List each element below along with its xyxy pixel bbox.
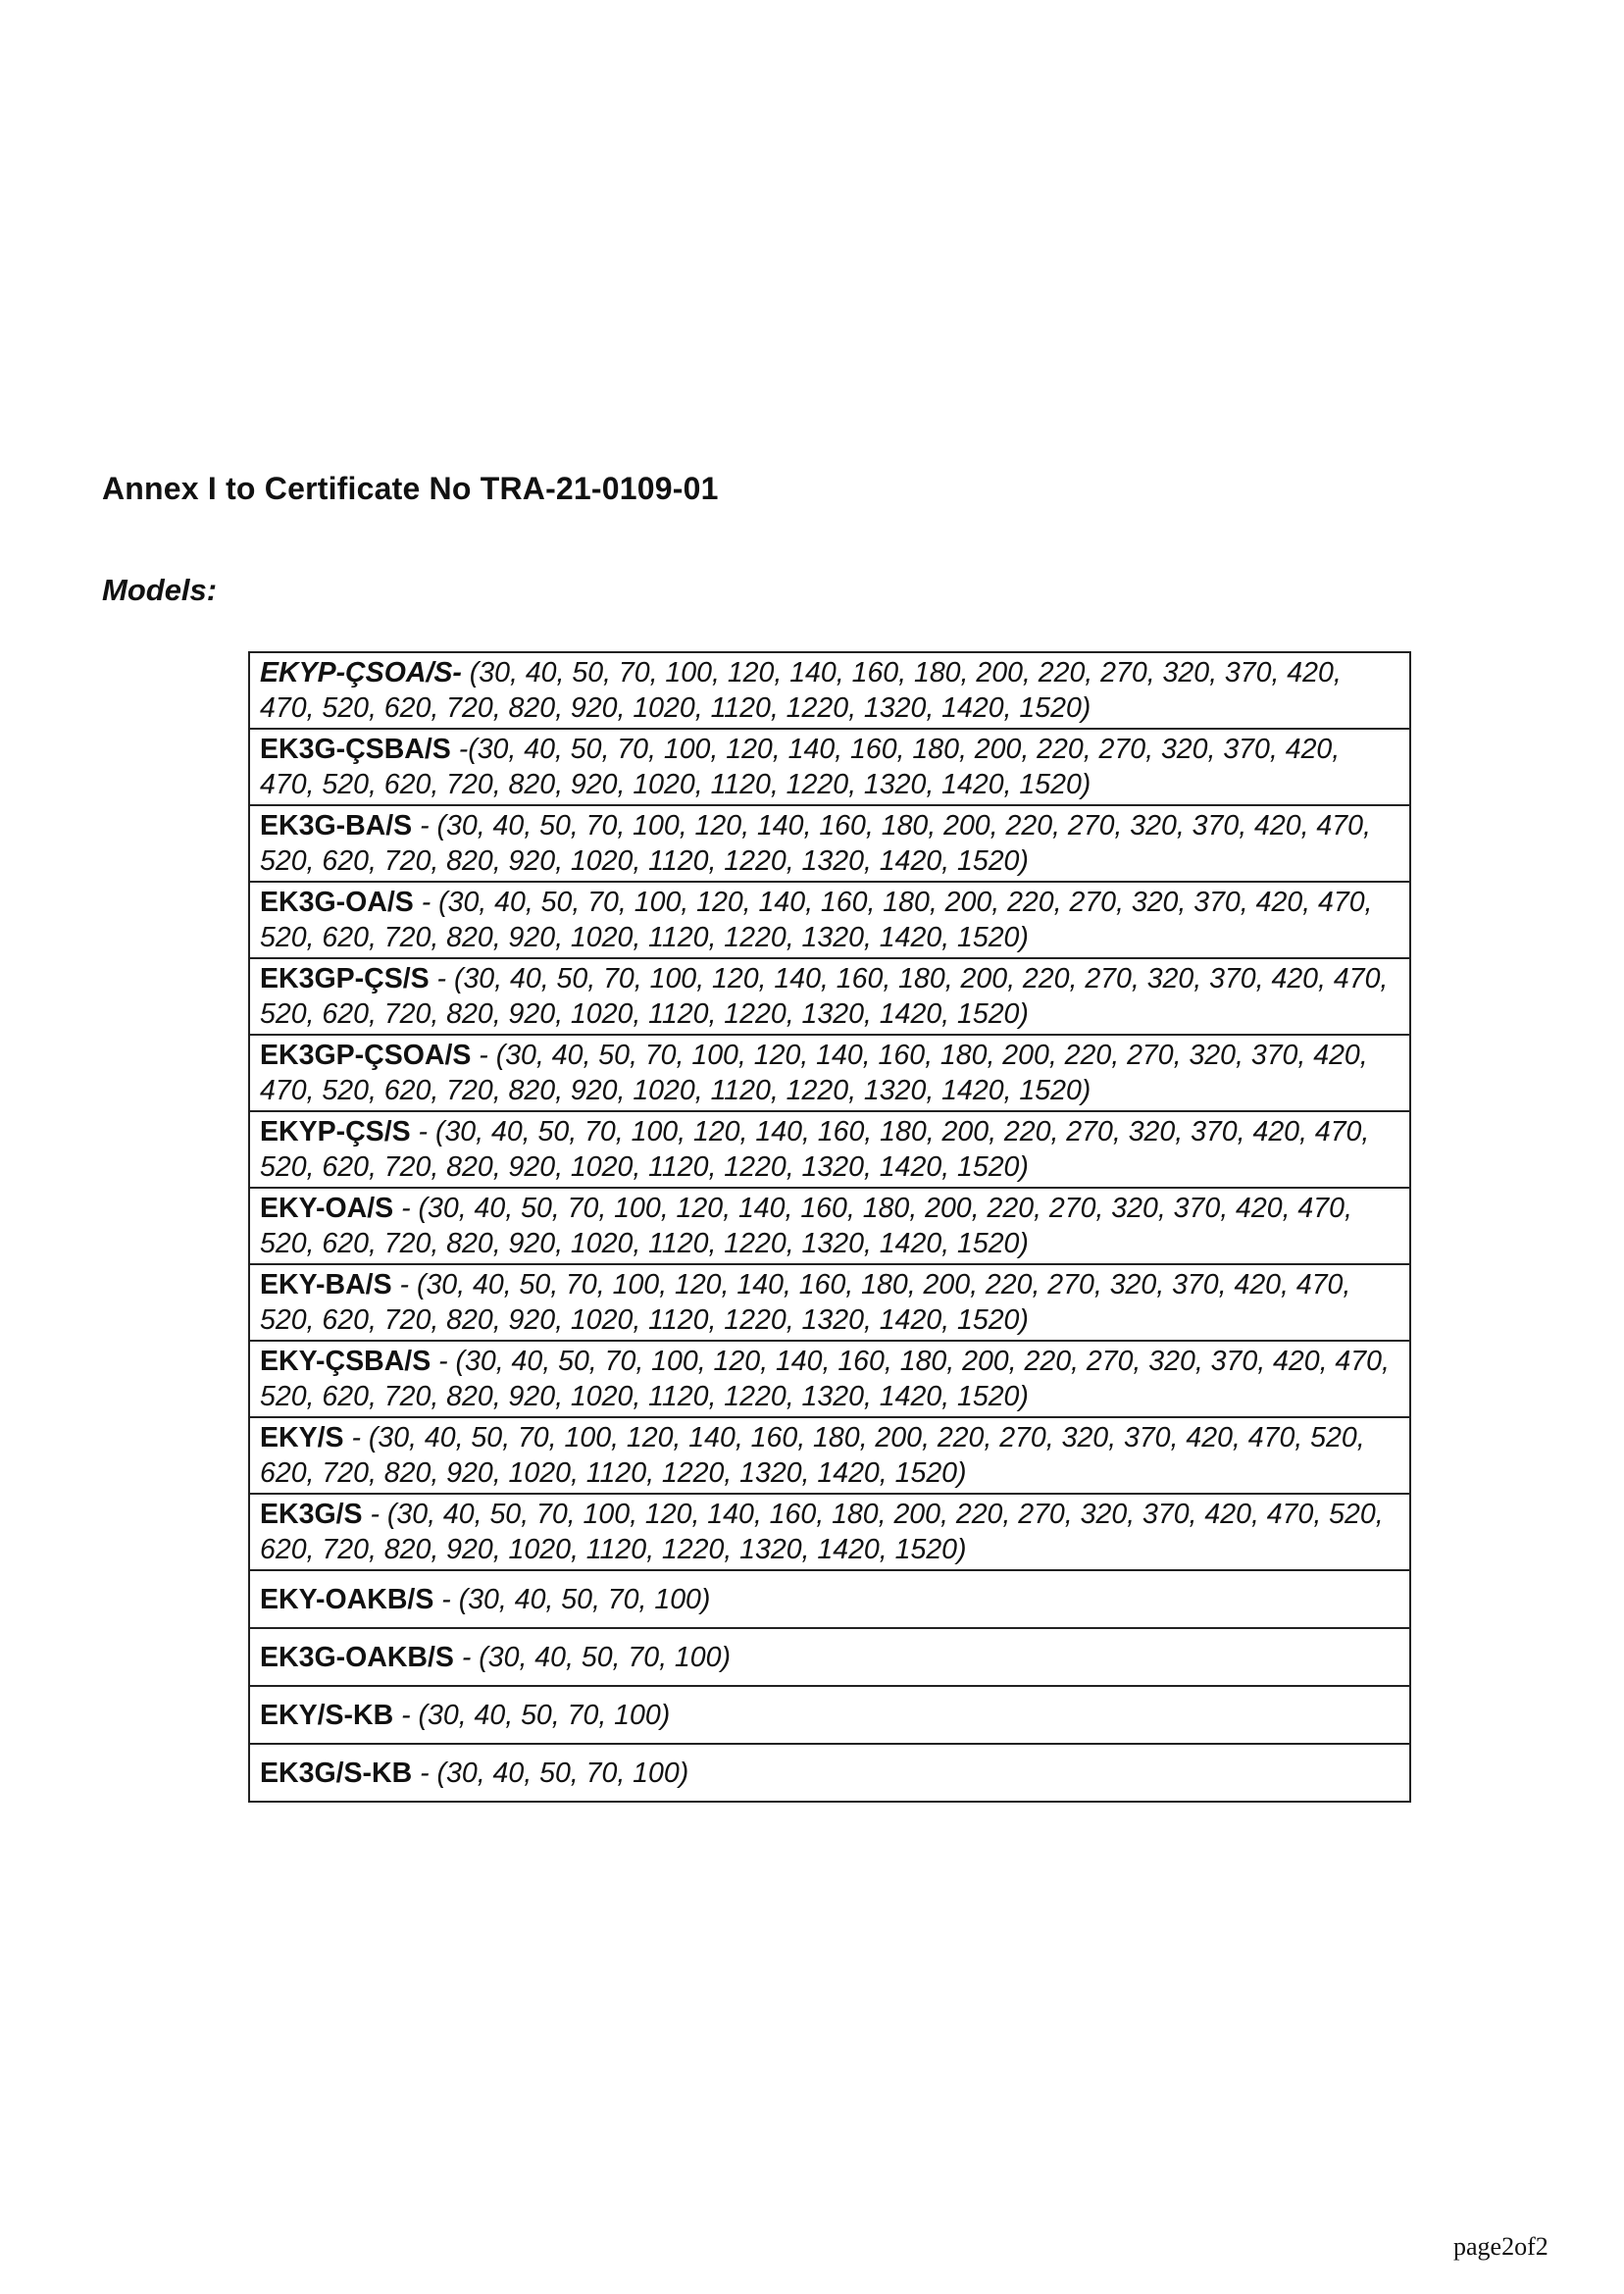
model-cell	[249, 652, 1410, 729]
model-cell	[249, 1744, 1410, 1802]
table-row	[249, 1417, 1410, 1494]
table-row	[249, 1035, 1410, 1111]
model-sizes: - (30, 40, 50, 70, 100)	[433, 1583, 711, 1615]
table-row	[249, 958, 1410, 1035]
model-name: EK3G/S-KB	[260, 1757, 413, 1789]
model-cell	[249, 805, 1410, 882]
model-name: EK3G-OAKB/S	[260, 1641, 454, 1673]
table-row	[249, 1628, 1410, 1686]
model-cell	[249, 1341, 1410, 1417]
model-name: EKY-OAKB/S	[260, 1583, 434, 1615]
model-cell	[249, 1264, 1410, 1341]
models-table	[248, 651, 1411, 1803]
model-cell	[249, 1111, 1410, 1188]
table-row	[249, 729, 1410, 805]
model-name: EK3G-BA/S	[260, 810, 413, 841]
model-sizes: - (30, 40, 50, 70, 100)	[393, 1699, 671, 1731]
model-name: EKY-ÇSBA/S	[260, 1346, 431, 1377]
model-name: EK3GP-ÇSOA/S	[260, 1040, 472, 1071]
model-sizes: - (30, 40, 50, 70, 100, 120, 140, 160, 180, 200, 220, 270, 320, 370, 420, 470, 520, 620, 720, 820, 920, 1020, 1120, 1220, 1320, 1420, 1520)	[260, 887, 1373, 953]
table-row	[249, 1188, 1410, 1264]
table-row	[249, 1111, 1410, 1188]
model-cell	[249, 729, 1410, 805]
table-row	[249, 1264, 1410, 1341]
model-sizes: - (30, 40, 50, 70, 100, 120, 140, 160, 180, 200, 220, 270, 320, 370, 420, 470, 520, 620, 720, 820, 920, 1020, 1120, 1220, 1320, 1420, 1520)	[260, 810, 1371, 877]
annex-heading: Annex I to Certificate No TRA-21-0109-01	[102, 471, 719, 506]
model-name: EKY-BA/S	[260, 1269, 392, 1300]
model-sizes: - (30, 40, 50, 70, 100, 120, 140, 160, 180, 200, 220, 270, 320, 370, 420, 470, 520, 620, 720, 820, 920, 1020, 1120, 1220, 1320, 1420, 1520)	[260, 1346, 1390, 1412]
model-sizes: - (30, 40, 50, 70, 100, 120, 140, 160, 180, 200, 220, 270, 320, 370, 420, 470, 520, 620, 720, 820, 920, 1020, 1120, 1220, 1320, 1420, 1520)	[260, 963, 1389, 1030]
model-sizes: - (30, 40, 50, 70, 100)	[412, 1757, 689, 1789]
model-sizes: - (30, 40, 50, 70, 100, 120, 140, 160, 180, 200, 220, 270, 320, 370, 420, 470, 520, 620, 720, 820, 920, 1020, 1120, 1220, 1320, 1420, 1520)	[260, 1269, 1351, 1336]
model-sizes: - (30, 40, 50, 70, 100, 120, 140, 160, 180, 200, 220, 270, 320, 370, 420, 470, 520, 620, 720, 820, 920, 1020, 1120, 1220, 1320, 1420, 1520)	[260, 1193, 1352, 1259]
model-name: EKYP-ÇSOA/S-	[260, 657, 462, 688]
model-cell	[249, 882, 1410, 958]
table-row	[249, 882, 1410, 958]
model-cell	[249, 1686, 1410, 1744]
table-row	[249, 805, 1410, 882]
model-name: EKY/S-KB	[260, 1699, 394, 1731]
table-row	[249, 1744, 1410, 1802]
model-cell	[249, 958, 1410, 1035]
model-name: EK3G/S	[260, 1499, 363, 1530]
model-name: EKYP-ÇS/S	[260, 1116, 411, 1147]
model-cell	[249, 1628, 1410, 1686]
table-row	[249, 1686, 1410, 1744]
model-cell	[249, 1417, 1410, 1494]
table-row	[249, 1570, 1410, 1628]
model-sizes: (30, 40, 50, 70, 100, 120, 140, 160, 180, 200, 220, 270, 320, 370, 420, 470, 520, 620, 720, 820, 920, 1020, 1120, 1220, 1320, 1420, 1520)	[260, 657, 1342, 724]
model-name: EK3GP-ÇS/S	[260, 963, 430, 994]
model-name: EK3G-ÇSBA/S	[260, 734, 451, 765]
model-sizes: - (30, 40, 50, 70, 100, 120, 140, 160, 180, 200, 220, 270, 320, 370, 420, 470, 520, 620, 720, 820, 920, 1020, 1120, 1220, 1320, 1420, 1520)	[260, 1499, 1384, 1565]
model-sizes: - (30, 40, 50, 70, 100, 120, 140, 160, 180, 200, 220, 270, 320, 370, 420, 470, 520, 620, 720, 820, 920, 1020, 1120, 1220, 1320, 1420, 1520)	[260, 1422, 1365, 1489]
model-name: EK3G-OA/S	[260, 887, 414, 918]
model-cell	[249, 1494, 1410, 1570]
model-sizes: -(30, 40, 50, 70, 100, 120, 140, 160, 180, 200, 220, 270, 320, 370, 420, 470, 520, 620, 720, 820, 920, 1020, 1120, 1220, 1320, 1420, 1520)	[260, 734, 1341, 800]
table-row	[249, 652, 1410, 729]
table-row	[249, 1494, 1410, 1570]
model-name: EKY-OA/S	[260, 1193, 394, 1224]
model-cell	[249, 1188, 1410, 1264]
models-subheading: Models:	[102, 573, 218, 607]
model-name: EKY/S	[260, 1422, 344, 1453]
model-cell	[249, 1035, 1410, 1111]
model-cell	[249, 1570, 1410, 1628]
model-sizes: - (30, 40, 50, 70, 100)	[453, 1641, 731, 1673]
page-number: page2of2	[1453, 2232, 1548, 2261]
model-sizes: - (30, 40, 50, 70, 100, 120, 140, 160, 180, 200, 220, 270, 320, 370, 420, 470, 520, 620, 720, 820, 920, 1020, 1120, 1220, 1320, 1420, 1520)	[260, 1040, 1368, 1106]
table-row	[249, 1341, 1410, 1417]
model-sizes: - (30, 40, 50, 70, 100, 120, 140, 160, 180, 200, 220, 270, 320, 370, 420, 470, 520, 620, 720, 820, 920, 1020, 1120, 1220, 1320, 1420, 1520)	[260, 1116, 1370, 1183]
